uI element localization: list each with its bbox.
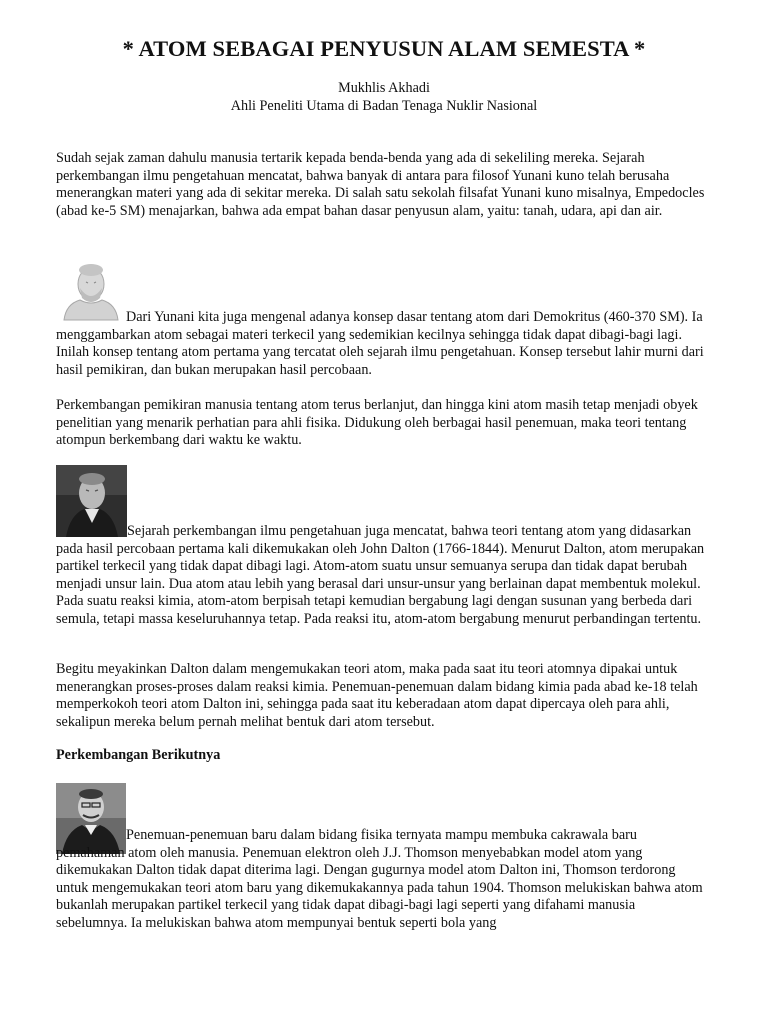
author-affiliation: Ahli Peneliti Utama di Badan Tenaga Nuklir Nasional (230, 98, 538, 114)
paragraph-intro (56, 150, 706, 220)
section-heading: Perkembangan Berikutnya (56, 747, 221, 763)
paragraph-text: Sudah sejak zaman dahulu manusia tertarik kepada benda-benda yang ada di sekeliling mereka. Sejarah perkembangan ilmu pengetahuan mencatat, bahwa banyak di antara para filosof Yunani kuno telah berusaha menerangkan materi yang ada di sekitar mereka. Di salah satu sekolah filsafat Yunani kuno misalnya, Empedocles (abad ke-5 SM) menajarkan, bahwa ada empat bahan dasar penyusun alam, yaitu: tanah, udara, api dan air. (56, 150, 705, 219)
document-title: * ATOM SEBAGAI PENYUSUN ALAM SEMESTA * (122, 36, 646, 61)
paragraph-text: Perkembangan pemikiran manusia tentang atom terus berlanjut, dan hingga kini atom masih tetap menjadi obyek penelitian yang menarik perhatian para ahli fisika. Didukung oleh berbagai hasil penemuan, maka teori tentang atompun berkembang dari waktu ke waktu. (56, 397, 698, 448)
paragraph-dalton-theory (56, 661, 706, 731)
paragraph-text: Sejarah perkembangan ilmu pengetahuan juga mencatat, bahwa teori tentang atom yang didasarkan pada hasil percobaan pertama kali dikemukakan oleh John Dalton (1766-1844). Menurut Dalton, atom merupakan partikel terkecil yang tidak dapat dibagi lagi. Atom-atom suatu unsur semuanya serupa dan tidak dapat berubah menjadi unsur lain. Dua atom atau lebih yang berasal dari unsur-unsur yang berlainan dapat membentuk molekul. Pada suatu reaksi kimia, atom-atom berpisah tetapi kemudian bergabung lagi dengan susunan yang berbeda dari semula, tetapi massa keseluruhannya tetap. Pada reaksi itu, atom-atom bergabung menurut perbandingan tertentu. (56, 523, 705, 627)
paragraph-text: Penemuan-penemuan baru dalam bidang fisika ternyata mampu membuka cakrawala baru pemahaman atom oleh manusia. Penemuan elektron oleh J.J. Thomson menyebabkan model atom yang dikemukakan Dalton tidak dapat diterima lagi. Dengan gugurnya model atom Dalton ini, Thomson terdorong untuk mengemukakan teori atom baru yang dikemukakannya pada tahun 1904. Thomson melukiskan bahwa atom bukanlah merupakan partikel terkecil yang tidak dapat dibagi-bagi lagi seperti yang difahami manusia sebelumnya. Ia melukiskan bahwa atom mempunyai bentuk seperti bola yang (56, 827, 703, 931)
paragraph-demokritus (56, 309, 706, 379)
paragraph-text: Begitu meyakinkan Dalton dalam mengemukakan teori atom, maka pada saat itu teori atomnya dipakai untuk menerangkan proses-proses dalam reaksi kimia. Penemuan-penemuan dalam bidang kimia pada abad ke-18 telah memperkokoh teori atom Dalton ini, sehingga pada saat itu keberadaan atom dapat dipercaya oleh para ahli, sekalipun mereka belum pernah melihat bentuk dari atom tersebut. (56, 661, 698, 730)
paragraph-thomson (56, 827, 706, 932)
paragraph-text: Dari Yunani kita juga mengenal adanya konsep dasar tentang atom dari Demokritus (460-370 SM). Ia menggambarkan atom sebagai materi terkecil yang sedemikian kecilnya sehingga tidak dapat dibagi-bagi lagi. Inilah konsep tentang atom pertama yang tercatat oleh sejarah ilmu pengetahuan. Konsep tersebut lahir murni dari hasil pemikiran, dan bukan merupakan hasil percobaan. (56, 309, 704, 378)
paragraph-dalton (56, 523, 706, 628)
author-name: Mukhlis Akhadi (338, 80, 430, 96)
paragraph-development (56, 397, 706, 450)
